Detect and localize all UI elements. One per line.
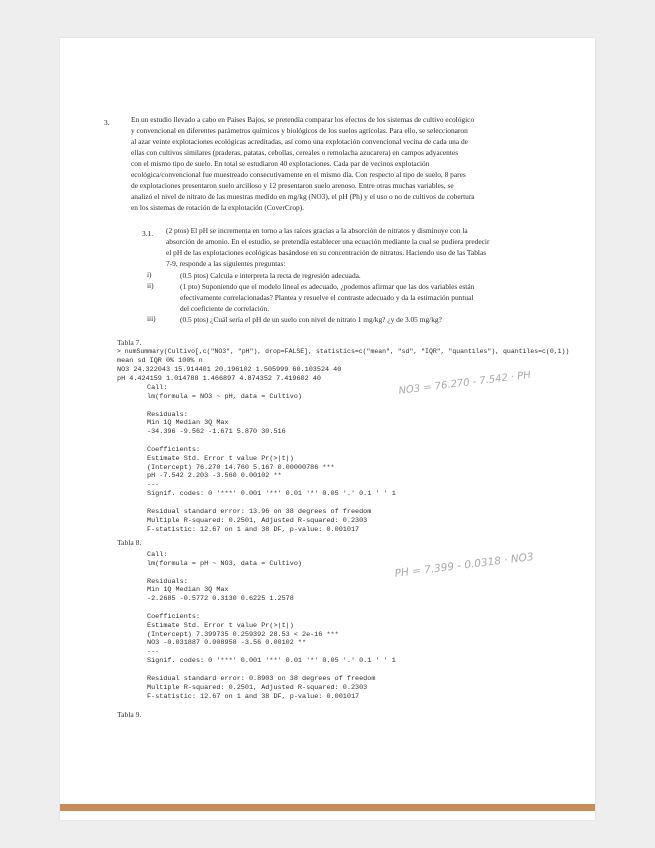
text-line: el pH de las explotaciones ecológicas basándose en su concentración de nitratos. Haciendo uso de las Tablas xyxy=(166,248,487,257)
code-line: Residuals: xyxy=(147,410,188,419)
text-line: y convencional en diferentes parámetros químicos y biológicos de los suelos agrícolas. Para ello, se seleccionaron xyxy=(131,126,468,135)
code-line xyxy=(147,604,567,613)
text-line: con el mismo tipo de suelo. En total se estudiaron 40 explotaciones. Cada par de vecinos explotación xyxy=(131,159,430,168)
code-line: Min 1Q Median 3Q Max xyxy=(147,419,229,428)
text-line: En un estudio llevado a cabo en Países Bajos, se pretendía comparar los efectos de los sistemas de cultivo ecológico xyxy=(131,115,475,124)
code-line: Call: xyxy=(147,384,168,392)
list-item xyxy=(147,281,561,292)
code-line: Coefficients: xyxy=(147,612,201,621)
code-line: Multiple R-squared: 0.2501, Adjusted R-squared: 0.2303 xyxy=(147,683,368,692)
text-line: 7-9, responde a las siguientes preguntas: xyxy=(166,259,286,268)
code-line: Estimate Std. Error t value Pr(>|t|) xyxy=(147,621,294,630)
list-item xyxy=(147,270,561,281)
list-item xyxy=(147,303,561,314)
subquestion-items xyxy=(147,270,561,325)
code-line: Estimate Std. Error t value Pr(>|t|) xyxy=(147,454,294,463)
code-line: > numSummary(Cultivo[,c("NO3", "pH"), drop=FALSE], statistics=c("mean", "sd", "IQR", "quantiles"), quantiles=c(0,1)) xyxy=(117,348,570,356)
code-line: Signif. codes: 0 '***' 0.001 '**' 0.01 '*' 0.05 '.' 0.1 ' ' 1 xyxy=(147,490,396,499)
code-line: Residual standard error: 0.8903 on 38 degrees of freedom xyxy=(147,674,376,683)
code-line: Coefficients: xyxy=(147,445,201,454)
code-line: Signif. codes: 0 '***' 0.001 '**' 0.01 '*' 0.05 '.' 0.1 ' ' 1 xyxy=(147,657,396,666)
text-line: ellas con cultivos similares (praderas, patatas, cebollas, cereales o remolacha azucarera) en campos adyacentes xyxy=(131,148,459,157)
code-line: lm(formula = NO3 ~ pH, data = Cultivo) xyxy=(147,392,302,401)
list-marker: iii) xyxy=(147,314,156,323)
list-item xyxy=(147,314,561,325)
code-line: Multiple R-squared: 0.2501, Adjusted R-squared: 0.2303 xyxy=(147,516,368,525)
table8-label: Tabla 8. xyxy=(117,538,142,547)
code-line xyxy=(147,666,567,675)
subquestion-number: 3.1. xyxy=(142,229,154,238)
code-line: (Intercept) 7.399735 0.259392 28.53 < 2e-16 *** xyxy=(147,630,339,639)
list-item-text: efectivamente correlacionadas? Plantea y resuelve el contraste adecuado y da la estimación puntual xyxy=(180,293,474,302)
code-line: --- xyxy=(147,648,160,657)
question-paragraph xyxy=(131,114,561,213)
list-item-text: (0.5 ptos) ¿Cuál sería el pH de un suelo con nivel de nitrato 1 mg/kg? ¿y de 3.05 mg/kg? xyxy=(180,315,442,324)
code-line: Min 1Q Median 3Q Max xyxy=(147,586,229,595)
list-marker: ii) xyxy=(147,281,154,290)
text-line: (2 ptos) El pH se incrementa en torno a las raíces gracias a la absorción de nitratos y disminuye con la xyxy=(166,226,468,235)
table7-label: Tabla 7. xyxy=(117,338,142,347)
code-line xyxy=(147,437,567,446)
table9-label: Tabla 9. xyxy=(117,710,142,719)
list-item-text: (1 pto) Suponiendo que el modelo lineal es adecuado, ¿podemos afirmar que las dos variables están xyxy=(180,282,475,291)
text-line: ecológica/convencional fue muestreado consecutivamente en el mismo día. Con respecto al tipo de suelo, 8 pares xyxy=(131,170,466,179)
list-item xyxy=(147,292,561,303)
table9-output xyxy=(147,551,567,701)
code-line: -2.2685 -0.5772 0.3130 0.6225 1.2578 xyxy=(147,595,294,604)
list-item-text: (0.5 ptos) Calcula e interpreta la recta de regresión adecuada. xyxy=(180,271,361,280)
code-line: pH 4.424159 1.014788 1.466897 4.874352 7.419602 40 xyxy=(117,374,321,383)
code-line: (Intercept) 76.270 14.760 5.167 0.00000786 *** xyxy=(147,463,335,472)
code-line xyxy=(147,569,567,578)
text-line: al azar veinte explotaciones ecológicas acreditadas, así como una explotación convencional vecina de cada una de xyxy=(131,137,468,146)
text-line: analizó el nivel de nitrato de las muestras medido en mg/kg (NO3), el pH (Ph) y el uso o no de cultivos de cobertura xyxy=(131,192,475,201)
code-line: Residuals: xyxy=(147,577,188,586)
code-line xyxy=(147,402,567,411)
code-line: mean sd IQR 0% 100% n xyxy=(117,356,203,365)
handwritten-equation-1: NO3 = 76.270 - 7.542 · PH xyxy=(398,369,532,397)
text-line: en los sistemas de rotación de la explotación (CoverCrop). xyxy=(131,203,305,212)
text-line: de explotaciones presentaron suelo arcilloso y 12 presentaron suelo arenoso. Entre otras muchas variables, se xyxy=(131,181,454,190)
code-line: -34.396 -9.562 -1.671 5.870 30.516 xyxy=(147,428,286,437)
page-edge xyxy=(60,804,595,811)
code-line: F-statistic: 12.67 on 1 and 38 DF, p-value: 0.001017 xyxy=(147,525,360,534)
code-line: lm(formula = pH ~ NO3, data = Cultivo) xyxy=(147,559,302,568)
code-line: NO3 -0.031887 0.008958 -3.56 0.00102 ** xyxy=(147,639,307,648)
code-line: NO3 24.322043 15.914401 20.196102 1.505999 60.103524 40 xyxy=(117,365,342,374)
question-number: 3. xyxy=(104,118,110,127)
code-line: --- xyxy=(147,481,160,490)
table8-output xyxy=(147,384,567,534)
list-marker: i) xyxy=(147,270,152,279)
text-line: absorción de amonio. En el estudio, se pretendía establecer una ecuación mediante la cual se pudiera predecir xyxy=(166,237,490,246)
code-line: Residual standard error: 13.96 on 38 degrees of freedom xyxy=(147,507,372,516)
code-line: Call: xyxy=(147,551,168,559)
code-line: pH -7.542 2.203 -3.560 0.00102 ** xyxy=(147,472,282,481)
handwritten-equation-2: PH = 7.399 - 0.0318 · NO3 xyxy=(394,550,535,580)
list-item-text: del coeficiente de correlación. xyxy=(180,304,270,313)
code-line: F-statistic: 12.67 on 1 and 38 DF, p-value: 0.001017 xyxy=(147,692,360,701)
subquestion-paragraph xyxy=(166,225,561,269)
code-line xyxy=(147,499,567,508)
